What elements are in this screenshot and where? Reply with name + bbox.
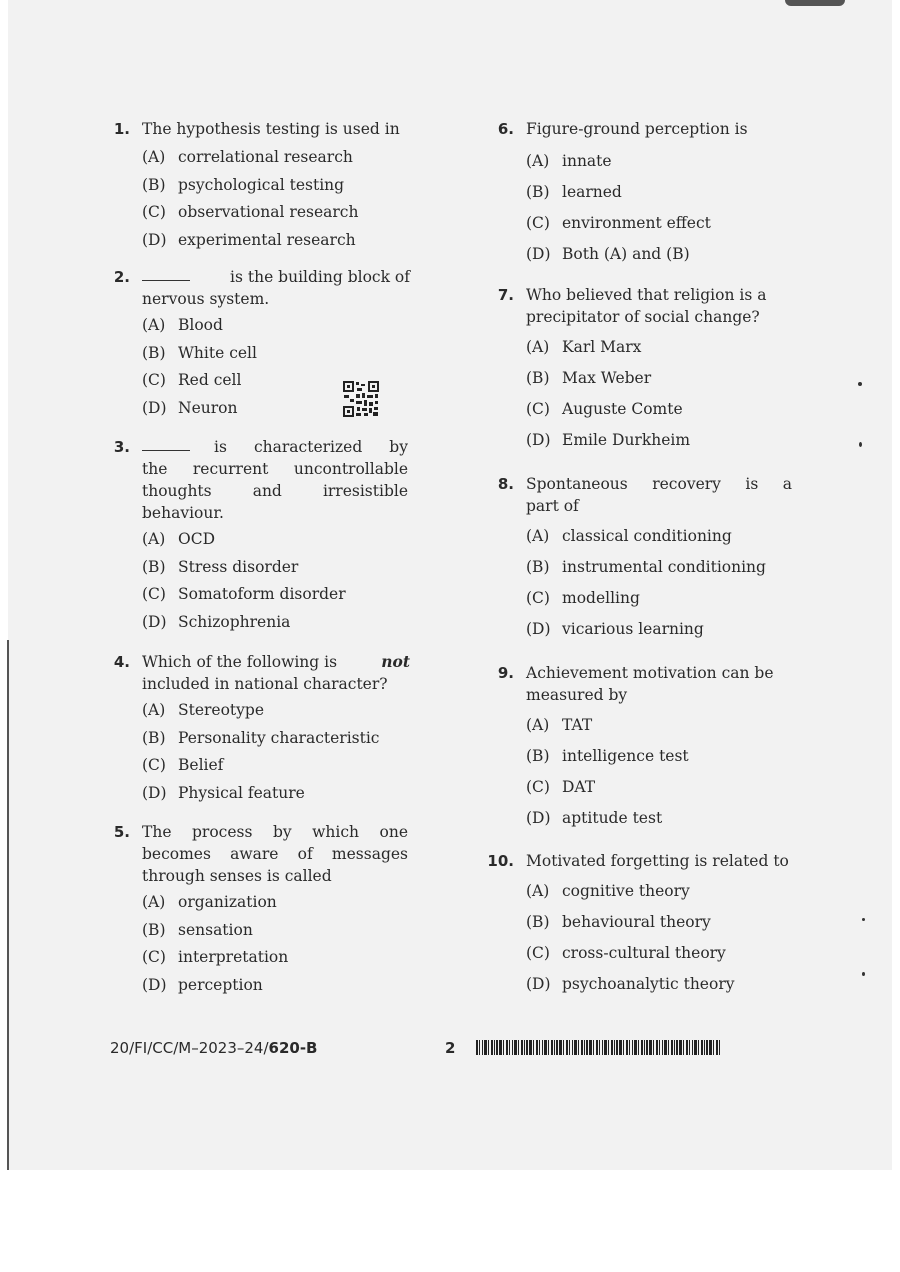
option-a [142,144,430,172]
question-text-line: included in national character? [142,675,388,693]
option-text: Belief [178,756,224,774]
emphasis-text: not [381,652,410,671]
question-3 [100,436,430,636]
option-label: (C) [526,944,550,962]
question-number: 6. [497,120,514,138]
option-text: Personality characteristic [178,728,380,747]
question-text-line: the recurrent uncontrollable [142,460,408,478]
option-label: (A) [142,701,166,719]
scan-smudge [785,0,845,6]
option-label: (A) [526,882,550,900]
option-label: (B) [142,557,166,576]
option-d [526,239,804,270]
question-2 [100,266,430,422]
question-text [526,284,766,328]
option-text: Red cell [178,371,242,389]
option-b [526,552,804,583]
option-c [142,581,430,609]
question-text-line: is the building block of [230,268,410,286]
option-text: psychological testing [178,175,345,194]
option-label: (A) [526,338,550,356]
question-text: The hypothesis testing is used in [142,120,400,138]
option-a [526,146,804,177]
option-text: Auguste Comte [562,400,683,418]
option-text: Physical feature [178,783,305,802]
option-text: sensation [178,920,253,939]
option-label: (C) [526,400,550,418]
option-d [526,803,804,834]
option-b [526,907,804,938]
option-text: Karl Marx [562,338,642,356]
option-c [142,752,430,780]
option-a [142,526,430,554]
option-text: Max Weber [562,369,652,387]
question-10 [484,850,804,1000]
option-text: OCD [178,530,215,548]
option-label: (B) [142,343,166,362]
option-text: modelling [562,589,640,607]
question-text-line: precipitator of social change? [526,308,760,326]
question-9 [484,662,804,834]
qr-code-icon [342,380,380,418]
paper-code-set: 620-B [268,1039,318,1057]
question-number: 4. [113,653,130,671]
option-text: Stereotype [178,701,265,719]
option-label: (A) [142,148,166,166]
option-b [142,917,430,945]
option-label: (B) [526,369,550,387]
question-number: 9. [497,664,514,682]
question-number: 8. [497,475,514,493]
option-label: (D) [142,783,167,802]
question-text [526,662,774,706]
question-text [526,473,792,517]
option-label: (C) [142,756,166,774]
question-5 [100,821,430,999]
question-text-line: behaviour. [142,504,224,522]
question-number: 5. [113,823,130,841]
option-c [142,944,430,972]
option-label: (C) [142,371,166,389]
option-label: (C) [142,585,166,603]
option-label: (B) [526,913,550,931]
option-label: (D) [142,398,167,417]
option-d [142,609,430,637]
question-number: 1. [113,120,130,138]
option-label: (B) [526,183,550,201]
page-edge-shadow [7,640,9,1170]
question-text-line: through senses is called [142,867,332,885]
option-a [526,521,804,552]
page-number: 2 [445,1039,456,1057]
option-label: (D) [142,612,167,631]
question-number: 10. [487,852,514,870]
question-text [142,821,408,887]
answer-blank [142,266,190,281]
answer-blank [142,436,190,451]
question-text-line: thoughts and irresistible [142,482,408,500]
option-label: (B) [526,747,550,765]
option-text: Somatoform disorder [178,585,346,603]
option-text: Neuron [178,398,238,417]
option-text: DAT [562,778,596,796]
option-text: environment effect [562,214,711,232]
option-a [142,889,430,917]
question-text [142,266,410,310]
option-c [526,938,804,969]
option-label: (D) [142,230,167,249]
question-number: 2. [113,268,130,286]
option-text: cognitive theory [562,882,690,900]
question-text: Figure-ground perception is [526,120,748,138]
option-b [142,554,430,582]
option-b [142,340,430,368]
scan-speck [859,442,862,447]
option-label: (C) [526,214,550,232]
option-text: observational research [178,203,359,221]
option-d [142,395,430,423]
question-text [142,436,408,524]
question-text-line: Spontaneous recovery is a [526,475,792,493]
question-1 [100,118,430,254]
option-text: Emile Durkheim [562,431,691,449]
question-text: Motivated forgetting is related to [526,852,789,870]
option-text: Both (A) and (B) [562,245,690,263]
option-text: White cell [178,343,257,362]
option-d [526,614,804,645]
option-label: (D) [526,620,551,638]
option-a [526,710,804,741]
option-label: (A) [526,152,550,170]
option-text: instrumental conditioning [562,558,766,576]
question-text-line: The process by which one [142,823,408,841]
option-text: Blood [178,316,223,334]
question-text-line: nervous system. [142,290,270,308]
option-label: (D) [142,975,167,994]
scan-speck [862,918,865,921]
option-label: (B) [142,175,166,194]
option-b [142,172,430,200]
option-b [142,725,430,753]
option-c [526,208,804,239]
option-b [526,177,804,208]
option-text: learned [562,183,622,201]
question-7 [484,284,804,456]
question-number: 3. [113,438,130,456]
option-text: aptitude test [562,809,663,827]
option-text: vicarious learning [562,620,704,638]
option-c [142,199,430,227]
option-text: perception [178,975,263,994]
option-text: organization [178,893,277,911]
question-6 [484,118,804,270]
option-d [142,227,430,255]
scan-speck [858,382,862,386]
question-number: 7. [497,286,514,304]
option-d [142,780,430,808]
option-text: cross-cultural theory [562,944,726,962]
question-text [142,651,410,695]
scan-speck [862,972,865,976]
question-text-line: becomes aware of messages [142,845,408,863]
option-text: interpretation [178,948,289,966]
option-c [526,772,804,803]
option-label: (A) [142,893,166,911]
question-text-line: Who believed that religion is a [526,286,767,304]
barcode-icon [476,1040,722,1055]
option-b [526,741,804,772]
option-label: (D) [526,245,551,263]
option-a [142,697,430,725]
option-a [526,876,804,907]
question-4 [100,651,430,807]
option-c [142,367,430,395]
option-c [526,583,804,614]
option-d [142,972,430,1000]
option-label: (C) [142,948,166,966]
paper-code [110,1039,318,1057]
option-label: (D) [526,809,551,827]
option-text: classical conditioning [562,527,732,545]
option-text: psychoanalytic theory [562,975,735,993]
option-b [526,363,804,394]
option-a [142,312,430,340]
option-label: (B) [526,558,550,576]
option-text: experimental research [178,230,356,249]
option-text: behavioural theory [562,913,711,931]
option-label: (A) [142,316,166,334]
option-c [526,394,804,425]
option-label: (B) [142,920,166,939]
option-text: intelligence test [562,747,689,765]
option-text: Stress disorder [178,557,299,576]
question-text-line: Which of the following is [142,653,338,671]
paper-code-prefix: 20/FI/CC/M–2023–24/ [110,1039,269,1057]
option-a [526,332,804,363]
option-text: Schizophrenia [178,612,291,631]
option-label: (D) [526,431,551,449]
option-label: (D) [526,975,551,993]
option-text: innate [562,152,612,170]
option-label: (A) [526,527,550,545]
option-label: (A) [142,530,166,548]
question-text-line: measured by [526,686,628,704]
option-d [526,425,804,456]
question-text-line: is characterized by [214,438,408,456]
option-label: (A) [526,716,550,734]
option-label: (C) [142,203,166,221]
option-d [526,969,804,1000]
option-text: TAT [562,716,593,734]
question-text-line: Achievement motivation can be [526,664,774,682]
question-8 [484,473,804,645]
option-text: correlational research [178,148,353,166]
option-label: (C) [526,589,550,607]
option-label: (C) [526,778,550,796]
question-text-line: part of [526,497,579,515]
option-label: (B) [142,728,166,747]
